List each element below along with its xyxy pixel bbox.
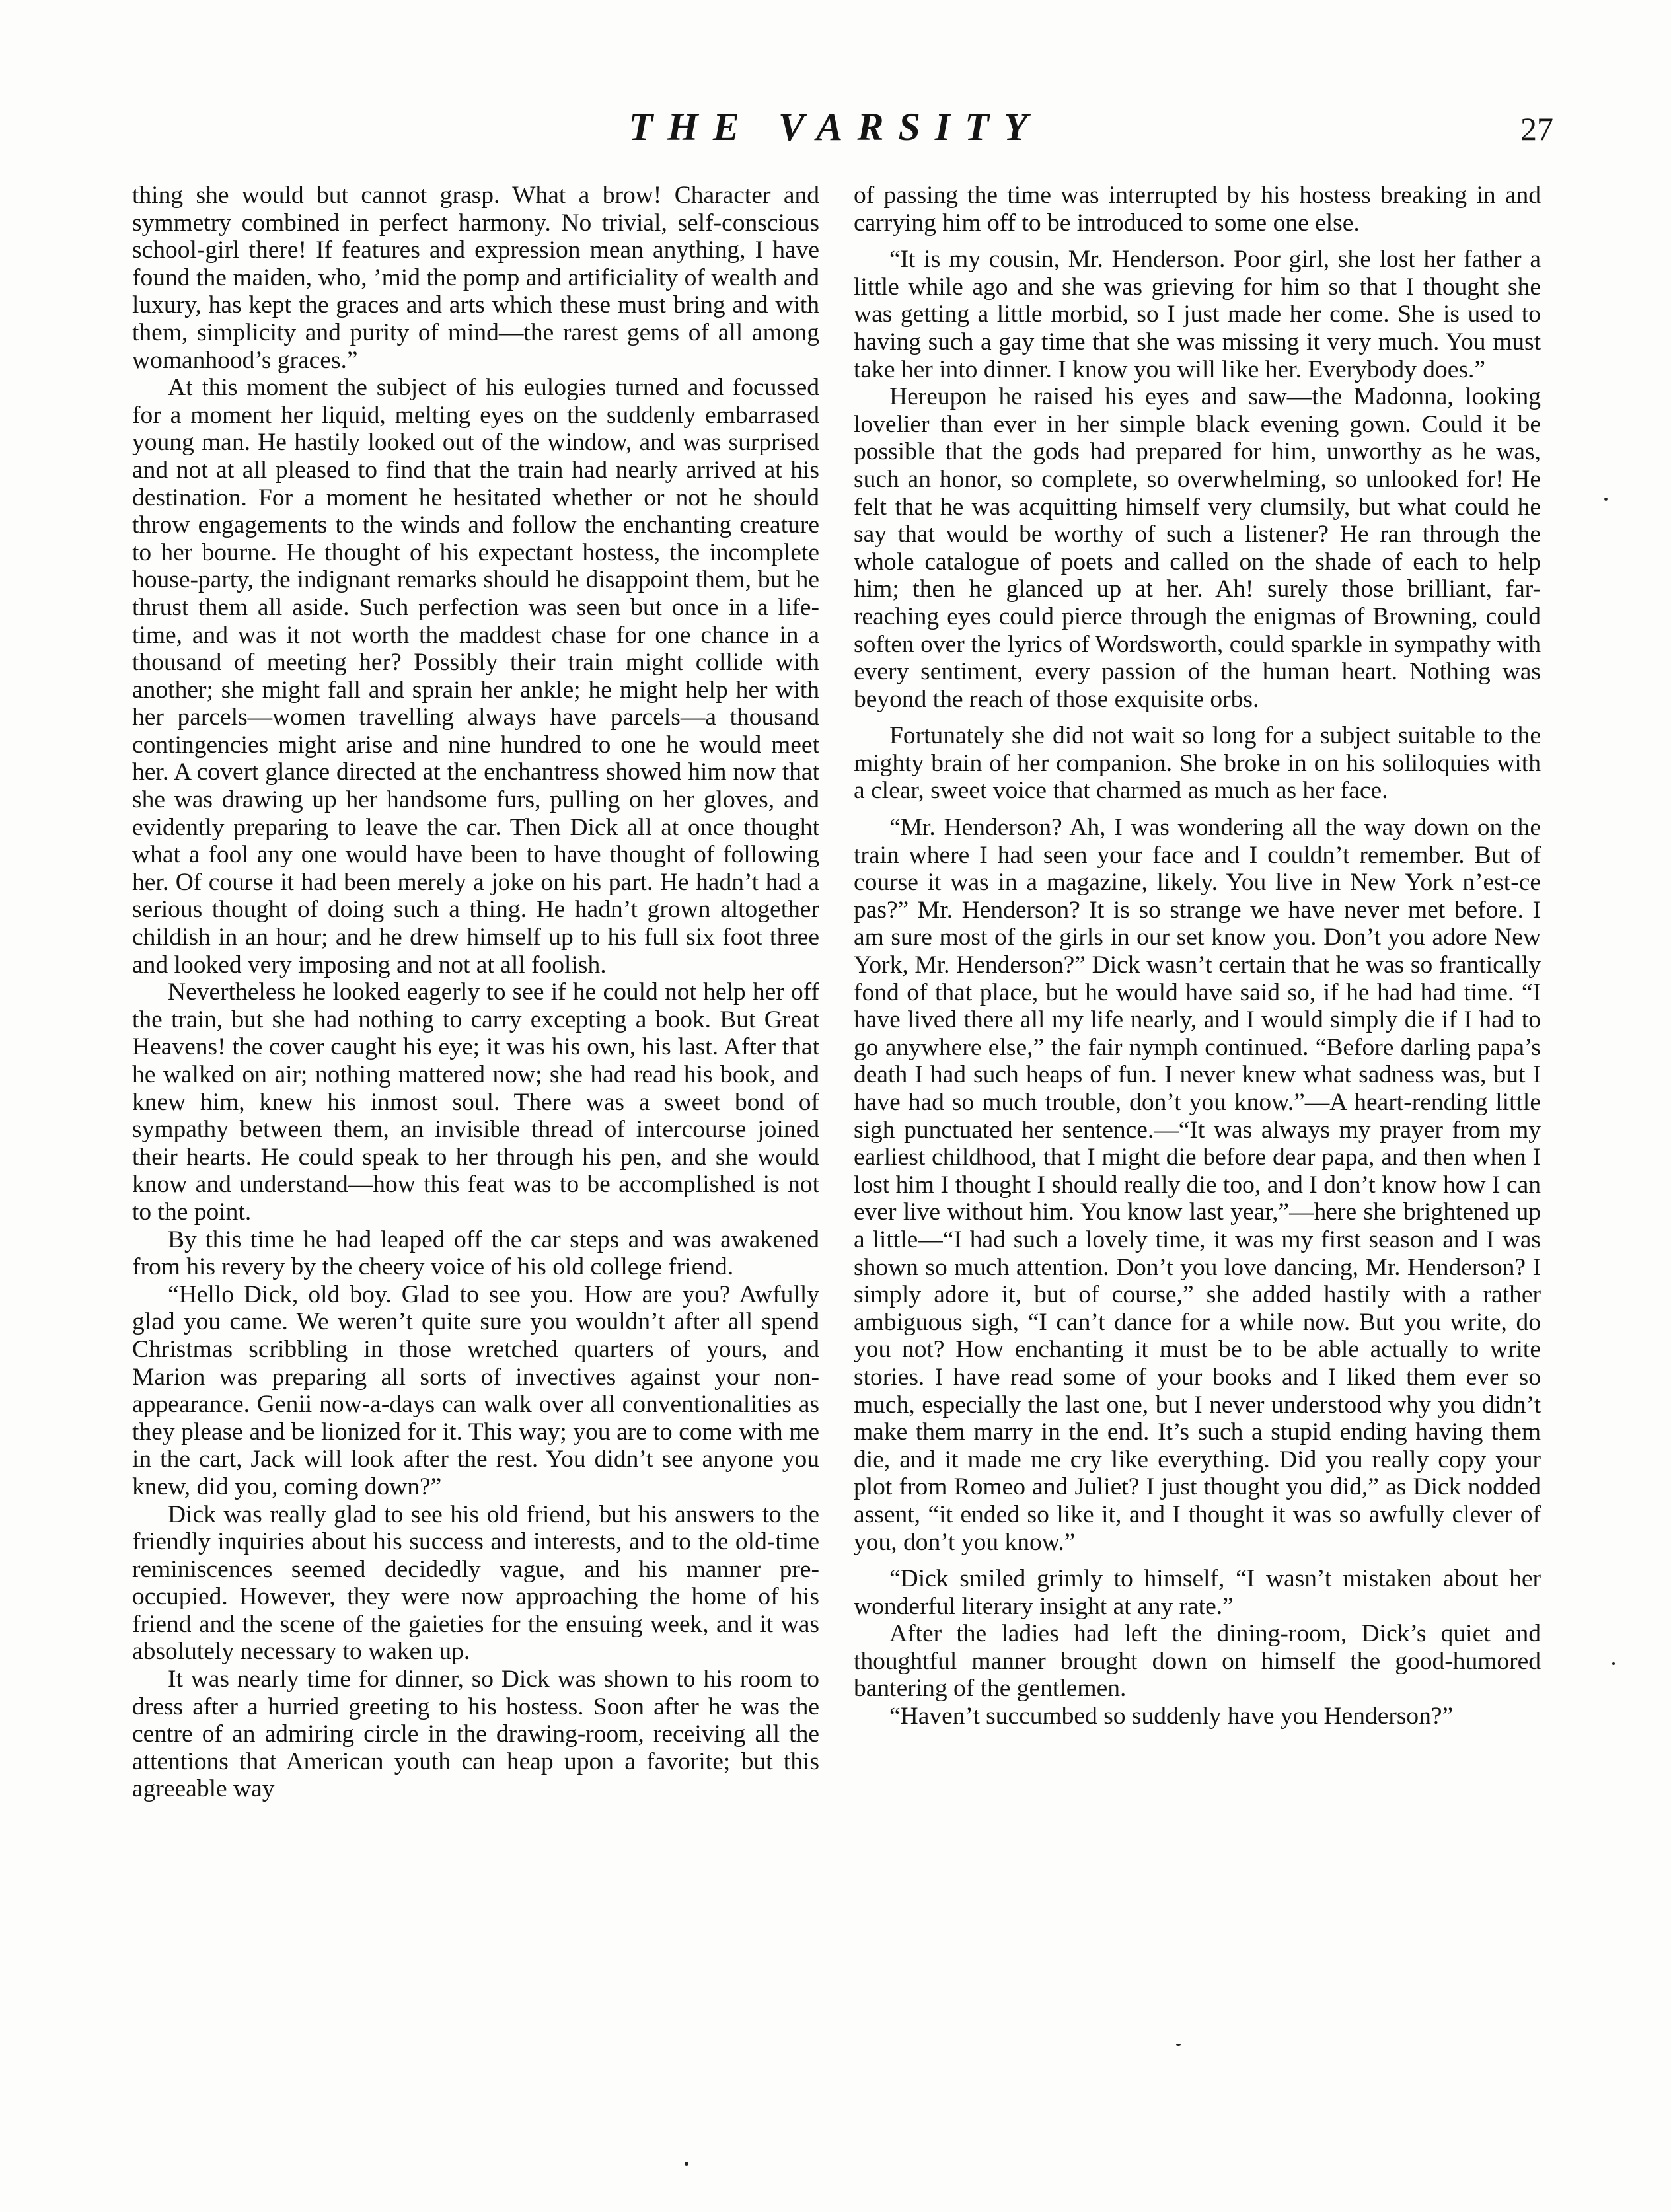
left-column xyxy=(132,182,819,1803)
magazine-title: THE VARSITY xyxy=(628,105,1043,149)
paragraph: “It is my cousin, Mr. Henderson. Poor girl, she lost her father a little while ago and she was grieving for him so that I thought she was getting a little morbid, so I just made her come. She is used to having such a gay time that she was missing it very much. You must take her into dinner. I know you will like her. Everybody does.” xyxy=(854,246,1541,383)
paragraph: Hereupon he raised his eyes and saw—the Madonna, looking lovelier than ever in her simple black evening gown. Could it be possible that the gods had prepared for him, unworthy as he was, such an honor, so complete, so overwhelming, so unlooked for! He felt that he was acquitting himself very clumsily, but what could he say that would be worthy of such a listener? He ran through the whole catalogue of poets and called on the shade of each to help him; then he glanced up at her. Ah! surely those brilliant, far-reaching eyes could pierce through the enigmas of Browning, could soften over the lyrics of Wordsworth, could sparkle in sympathy with every sentiment, every passion of the human heart. Nothing was beyond the reach of those exquisite orbs. xyxy=(854,383,1541,713)
paragraph: “Dick smiled grimly to himself, “I wasn’t mistaken about her wonderful literary insight at any rate.” xyxy=(854,1565,1541,1620)
page-number: 27 xyxy=(1520,110,1553,147)
paragraph: By this time he had leaped off the car steps and was awakened from his revery by the cheery voice of his old college friend. xyxy=(132,1226,819,1281)
paragraph: thing she would but cannot grasp. What a brow! Character and symmetry combined in perfect harmony. No trivial, self-conscious school-girl there! If features and expression mean anything, I have found the maiden, who, ’mid the pomp and artificiality of wealth and luxury, has kept the graces and arts which these must bring and with them, simplicity and purity of mind—the rarest gems of all among womanhood’s graces.” xyxy=(132,182,819,374)
paragraph: After the ladies had left the dining-room, Dick’s quiet and thoughtful manner brought down on himself the good-humored bantering of the gentlemen. xyxy=(854,1620,1541,1703)
paragraph: Fortunately she did not wait so long for a subject suitable to the mighty brain of her companion. She broke in on his soliloquies with a clear, sweet voice that charmed as much as her face. xyxy=(854,722,1541,805)
paragraph: “Haven’t succumbed so suddenly have you Henderson?” xyxy=(889,1703,1454,1730)
print-speck xyxy=(1612,1662,1615,1665)
paragraph: of passing the time was interrupted by his hostess breaking in and carrying him off to be introduced to some one else. xyxy=(854,182,1541,237)
paragraph: Dick was really glad to see his old friend, but his answers to the friendly inquiries about his success and interests, and to the old-time reminiscences seemed decidedly vague, and his manner pre-occupied. However, they were now approaching the home of his friend and the scene of the gaieties for the ensuing week, and it was absolutely necessary to waken up. xyxy=(132,1500,819,1666)
running-header xyxy=(0,104,1671,157)
print-speck xyxy=(685,2162,688,2166)
paragraph: At this moment the subject of his eulogies turned and focussed for a moment her liquid, melting eyes on the suddenly embarrased young man. He hastily looked out of the window, and was surprised and not at all pleased to find that the train had nearly arrived at his destination. For a moment he hesitated whether or not he should throw engagements to the winds and follow the enchanting creature to her bourne. He thought of his expectant hostess, the incomplete house-party, the indignant remarks should he disappoint them, but he thrust them all aside. Such perfection was seen but once in a life-time, and was it not worth the maddest chase for one chance in a thousand of meeting her? Possibly their train might collide with another; she might fall and sprain her ankle; he might help her with her parcels—women travelling always have parcels—a thousand contingencies might arise and nine hundred to one he would meet her. A covert glance directed at the enchantress showed him now that she was drawing up her handsome furs, pulling on her gloves, and evidently preparing to leave the car. Then Dick all at once thought what a fool any one would have been to have thought of following her. Of course it had been merely a joke on his part. He hadn’t had a serious thought of doing such a thing. He hadn’t grown altogether childish in an hour; and he drew himself up to his full six foot three and looked very imposing and not at all foolish. xyxy=(132,374,819,978)
print-speck xyxy=(1176,2044,1181,2046)
paragraph: “Mr. Henderson? Ah, I was wondering all the way down on the train where I had seen your face and I couldn’t remember. But of course it was in a magazine, likely. You live in New York n’est-ce pas?” Mr. Henderson? It is so strange we have never met before. I am sure most of the girls in our set know you. Don’t you adore New York, Mr. Henderson?” Dick wasn’t certain that he was so frantically fond of that place, but he would have said so, if he had had time. “I have lived there all my life nearly, and I would simply die if I had to go anywhere else,” the fair nymph continued. “Before darling papa’s death I had such heaps of fun. I never knew what sadness was, but I have had so much trouble, don’t you know.”—A heart-rending little sigh punctuated her sentence.—“It was always my prayer from my earliest childhood, that I might die before dear papa, and then when I lost him I thought I should really die too, and I don’t know how I can ever live without him. You know last year,”—here she brightened up a little—“I had such a lovely time, it was my first season and I was shown so much attention. Don’t you love dancing, Mr. Henderson? I simply adore it, but of course,” she added hastily with a rather ambiguous sigh, “I can’t dance for a while now. But you write, do you not? How enchanting it must be to be able actually to write stories. I have read some of your books and I liked them ever so much, especially the last one, but I never understood why you didn’t make them marry in the end. It’s such a stupid ending having them die, and it made me cry like everything. Did you really copy your plot from Romeo and Juliet? I just thought you did,” as Dick nodded assent, “it ended so like it, and I thought it was so awfully clever of you, don’t you know.” xyxy=(854,814,1541,1556)
paragraph: It was nearly time for dinner, so Dick was shown to his room to dress after a hurried greeting to his hostess. Soon after he was the centre of an admiring circle in the drawing-room, receiving all the attentions that American youth can heap upon a favorite; but this agreeable way xyxy=(132,1666,819,1803)
paragraph: Nevertheless he looked eagerly to see if he could not help her off the train, but she had nothing to carry excepting a book. But Great Heavens! the cover caught his eye; it was his own, his last. After that he walked on air; nothing mattered now; she had read his book, and knew him, knew his inmost soul. There was a sweet bond of sympathy between them, an invisible thread of intercourse joined their hearts. He could speak to her through his pen, and she would know and understand—how this feat was to be accomplished is not to the point. xyxy=(132,978,819,1226)
print-speck xyxy=(1604,498,1608,501)
right-column xyxy=(854,182,1541,1730)
paragraph: “Hello Dick, old boy. Glad to see you. How are you? Awfully glad you came. We weren’t quite sure you wouldn’t after all spend Christmas scribbling in those wretched quarters of yours, and Marion was preparing all sorts of invectives against your non-appearance. Genii now-a-days can walk over all conventionalities as they please and be lionized for it. This way; you are to come with me in the cart, Jack will look after the rest. You didn’t see anyone you knew, did you, coming down?” xyxy=(132,1280,819,1500)
